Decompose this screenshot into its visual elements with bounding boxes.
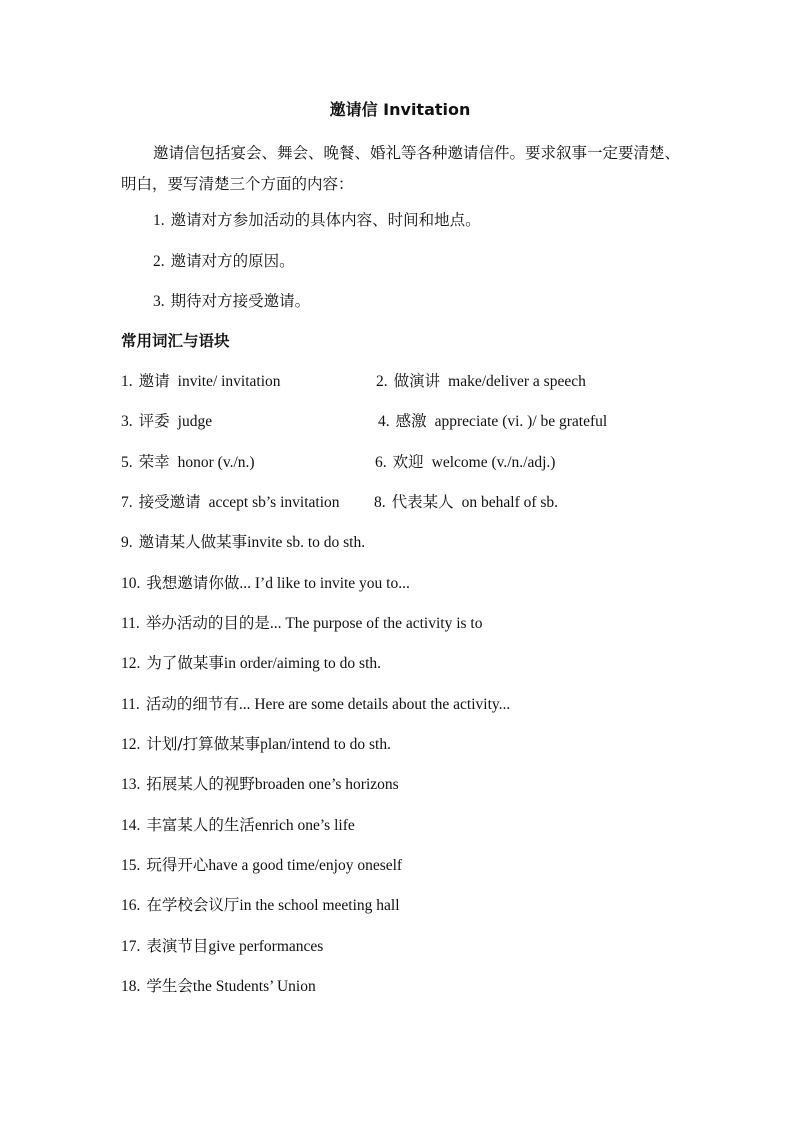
vocab-english: invite/ invitation [177, 373, 281, 390]
vocab-chinese: 邀请某人做某事 [138, 533, 248, 551]
vocab-entry [121, 974, 316, 999]
vocab-number: 12. [121, 736, 141, 753]
page-title: 邀请信 Invitation [329, 100, 471, 119]
vocab-number: 6. [375, 454, 387, 471]
vocab-chinese: 邀请 [138, 372, 170, 390]
vocab-english: appreciate (vi. )/ be grateful [434, 413, 608, 430]
requirement-number: 1. [153, 212, 165, 229]
intro-paragraph: 邀请信包括宴会、舞会、晚餐、婚礼等各种邀请信件。要求叙事一定要清楚、明白，要写清楚三个方面的内容： [121, 144, 681, 193]
vocab-number: 11. [121, 615, 140, 632]
vocab-heading: 常用词汇与语块 [121, 332, 230, 350]
vocab-number: 17. [121, 938, 141, 955]
vocab-english: make/deliver a speech [448, 373, 586, 390]
vocab-number: 9. [121, 534, 133, 551]
vocab-entry [378, 409, 607, 434]
vocab-chinese: 丰富某人的生活 [146, 816, 255, 834]
vocab-number: 10. [121, 575, 141, 592]
vocab-chinese: 计划/打算做某事 [146, 735, 261, 753]
vocab-entry [375, 450, 555, 475]
vocab-english: in the school meeting hall [239, 897, 400, 914]
vocab-entry [121, 651, 381, 676]
vocab-english: the Students’ Union [192, 978, 316, 995]
vocab-english: plan/intend to do sth. [260, 736, 391, 753]
requirement-number: 3. [153, 293, 165, 310]
vocab-chinese: 评委 [138, 412, 170, 430]
vocab-chinese: 举办活动的目的是 [145, 614, 270, 632]
vocab-entry [121, 934, 323, 959]
vocab-english: enrich one’s life [254, 817, 355, 834]
vocab-number: 12. [121, 655, 141, 672]
vocab-entry [121, 450, 255, 475]
vocab-chinese: 为了做某事 [146, 654, 224, 672]
vocab-chinese: 活动的细节有 [145, 695, 239, 713]
requirement-text: 邀请对方的原因。 [170, 252, 295, 270]
requirement-item [153, 249, 295, 274]
requirement-number: 2. [153, 253, 165, 270]
vocab-chinese: 在学校会议厅 [146, 896, 240, 914]
vocab-entry [121, 853, 402, 878]
vocab-chinese: 代表某人 [391, 493, 454, 511]
vocab-english: ... I’d like to invite you to... [239, 575, 410, 592]
vocab-number: 3. [121, 413, 133, 430]
requirement-item [153, 289, 310, 314]
vocab-number: 13. [121, 776, 141, 793]
vocab-entry [121, 490, 340, 515]
vocab-number: 16. [121, 897, 141, 914]
vocab-english: ... Here are some details about the activity... [238, 696, 511, 713]
vocab-chinese: 做演讲 [393, 372, 441, 390]
vocab-entry [376, 369, 586, 394]
vocab-english: welcome (v./n./adj.) [431, 454, 556, 471]
vocab-entry [121, 813, 355, 838]
vocab-number: 1. [121, 373, 133, 390]
vocab-english: broaden one’s horizons [254, 776, 399, 793]
vocab-english: invite sb. to do sth. [247, 534, 366, 551]
vocab-entry [121, 571, 410, 596]
vocab-english: ... The purpose of the activity is to [269, 615, 483, 632]
vocab-english: on behalf of sb. [461, 494, 559, 511]
vocab-number: 2. [376, 373, 388, 390]
vocab-entry [121, 772, 399, 797]
vocab-english: have a good time/enjoy oneself [208, 857, 403, 874]
vocab-chinese: 拓展某人的视野 [146, 775, 255, 793]
vocab-english: judge [177, 413, 213, 430]
vocab-number: 5. [121, 454, 133, 471]
requirement-text: 邀请对方参加活动的具体内容、时间和地点。 [170, 211, 481, 229]
vocab-number: 7. [121, 494, 133, 511]
requirement-text: 期待对方接受邀请。 [170, 292, 311, 310]
vocab-number: 14. [121, 817, 141, 834]
vocab-english: accept sb’s invitation [208, 494, 340, 511]
vocab-number: 4. [378, 413, 390, 430]
vocab-chinese: 荣幸 [138, 453, 170, 471]
vocab-number: 18. [121, 978, 141, 995]
vocab-chinese: 欢迎 [392, 453, 424, 471]
vocab-english: honor (v./n.) [177, 454, 255, 471]
vocab-entry [121, 893, 400, 918]
vocab-number: 8. [374, 494, 386, 511]
vocab-chinese: 接受邀请 [138, 493, 201, 511]
vocab-chinese: 我想邀请你做 [146, 574, 240, 592]
vocab-entry [121, 530, 365, 555]
vocab-chinese: 表演节目 [146, 937, 209, 955]
vocab-entry [121, 611, 482, 636]
vocab-entry [374, 490, 558, 515]
vocab-number: 15. [121, 857, 141, 874]
vocab-entry [121, 369, 281, 394]
vocab-entry [121, 692, 510, 717]
vocab-entry [121, 409, 212, 434]
vocab-entry [121, 732, 391, 757]
vocab-english: in order/aiming to do sth. [223, 655, 382, 672]
vocab-number: 11. [121, 696, 140, 713]
vocab-chinese: 学生会 [146, 977, 193, 995]
vocab-english: give performances [208, 938, 324, 955]
requirement-item [153, 208, 481, 233]
vocab-chinese: 感激 [395, 412, 427, 430]
vocab-chinese: 玩得开心 [146, 856, 209, 874]
